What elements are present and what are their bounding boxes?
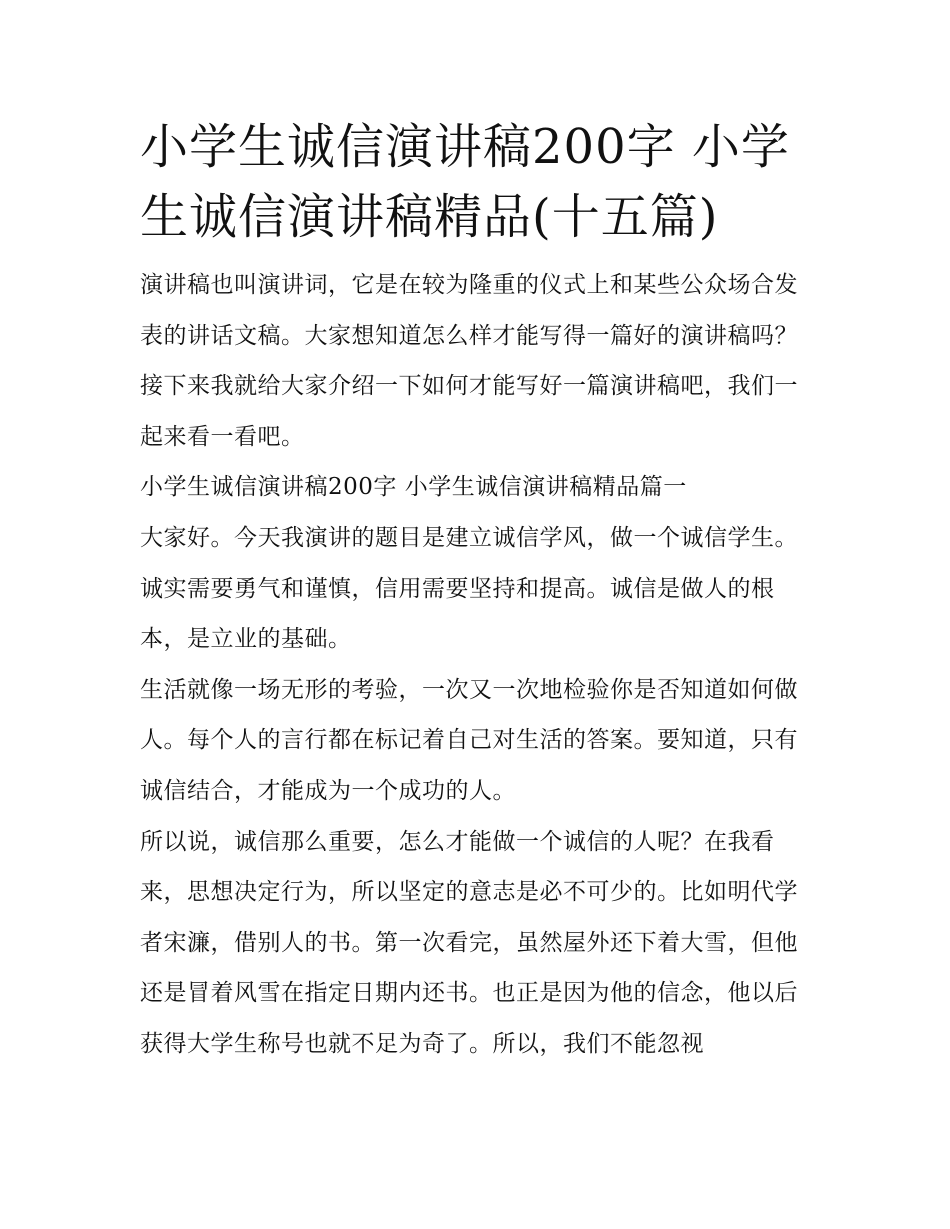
intro-paragraph: 演讲稿也叫演讲词，它是在较为隆重的仪式上和某些公众场合发表的讲话文稿。大家想知道怎么样才能写得一篇好的演讲稿吗？接下来我就给大家介绍一下如何才能写好一篇演讲稿吧，我们一起来看一看吧。 xyxy=(140,272,798,450)
body-paragraph: 大家好。今天我演讲的题目是建立诚信学风，做一个诚信学生。诚实需要勇气和谨慎，信用需要坚持和提高。诚信是做人的根本，是立业的基础。 xyxy=(140,524,798,653)
body-paragraph: 所以说，诚信那么重要，怎么才能做一个诚信的人呢？在我看来，思想决定行为，所以坚定的意志是必不可少的。比如明代学者宋濂，借别人的书。第一次看完，虽然屋外还下着大雪，但他还是冒着风雪在指定日期内还书。也正是因为他的信念，他以后获得大学生称号也就不足为奇了。所以，我们不能忽视 xyxy=(140,828,798,1057)
document-body xyxy=(140,112,815,1070)
body-paragraph: 生活就像一场无形的考验，一次又一次地检验你是否知道如何做人。每个人的言行都在标记着自己对生活的答案。要知道，只有诚信结合，才能成为一个成功的人。 xyxy=(140,676,798,804)
document-title: 小学生诚信演讲稿200字 小学生诚信演讲稿精品(十五篇) xyxy=(140,119,790,245)
section-heading: 小学生诚信演讲稿200字 小学生诚信演讲稿精品篇一 xyxy=(140,474,687,501)
